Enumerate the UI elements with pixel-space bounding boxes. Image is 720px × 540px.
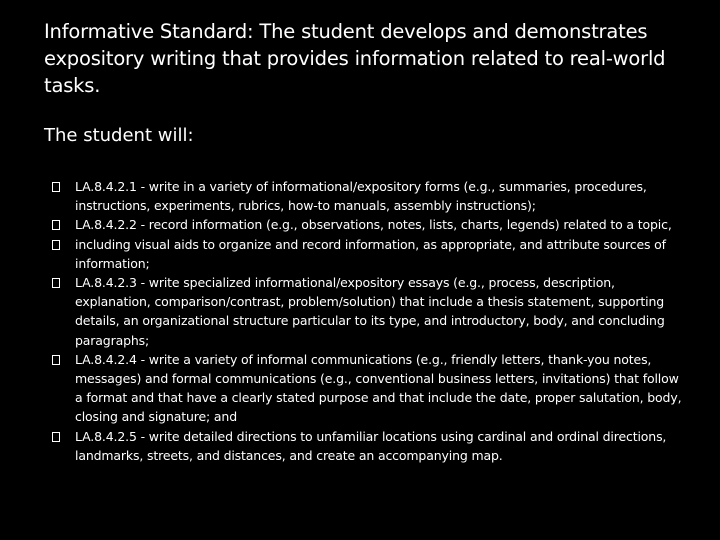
list-item: [52, 177, 684, 215]
square-bullet-icon: [52, 220, 60, 230]
square-bullet-icon: [52, 432, 60, 442]
square-bullet-icon: [52, 182, 60, 192]
standards-list: [52, 177, 684, 465]
list-item-text: LA.8.4.2.5 - write detailed directions to unfamiliar locations using cardinal and ordinal directions, landmarks, streets, and distances, and create an accompanying map.: [75, 428, 667, 463]
list-item-text: LA.8.4.2.3 - write specialized informational/expository essays (e.g., process, description, explanation, comparison/contrast, problem/solution) that include a thesis statement, supporting details, an organizational structure particular to its type, and introductory, body, and concluding paragraphs;: [75, 275, 665, 348]
square-bullet-icon: [52, 240, 60, 250]
list-item-text: LA.8.4.2.2 - record information (e.g., observations, notes, lists, charts, legends) related to a topic,: [75, 217, 672, 233]
list-item: [52, 427, 684, 465]
list-item: [52, 350, 684, 427]
list-item: [52, 215, 684, 234]
list-item-text: LA.8.4.2.1 - write in a variety of informational/expository forms (e.g., summaries, procedures, instructions, experiments, rubrics, how-to manuals, assembly instructions);: [75, 179, 647, 214]
list-item: [52, 235, 684, 273]
list-item: [52, 273, 684, 350]
section-heading: The student will:: [44, 125, 194, 146]
square-bullet-icon: [52, 355, 60, 365]
square-bullet-icon: [52, 278, 60, 288]
list-item-text: including visual aids to organize and record information, as appropriate, and attribute sources of information;: [75, 236, 666, 271]
list-item-text: LA.8.4.2.4 - write a variety of informal communications (e.g., friendly letters, thank-you notes, messages) and formal communications (e.g., conventional business letters, invitations) that follow a format and that have a clearly stated purpose and that include the date, proper salutation, body, closing and signature; and: [75, 351, 682, 425]
slide-title: Informative Standard: The student develops and demonstrates expository writing that provides information related to real-world tasks.: [44, 20, 666, 97]
